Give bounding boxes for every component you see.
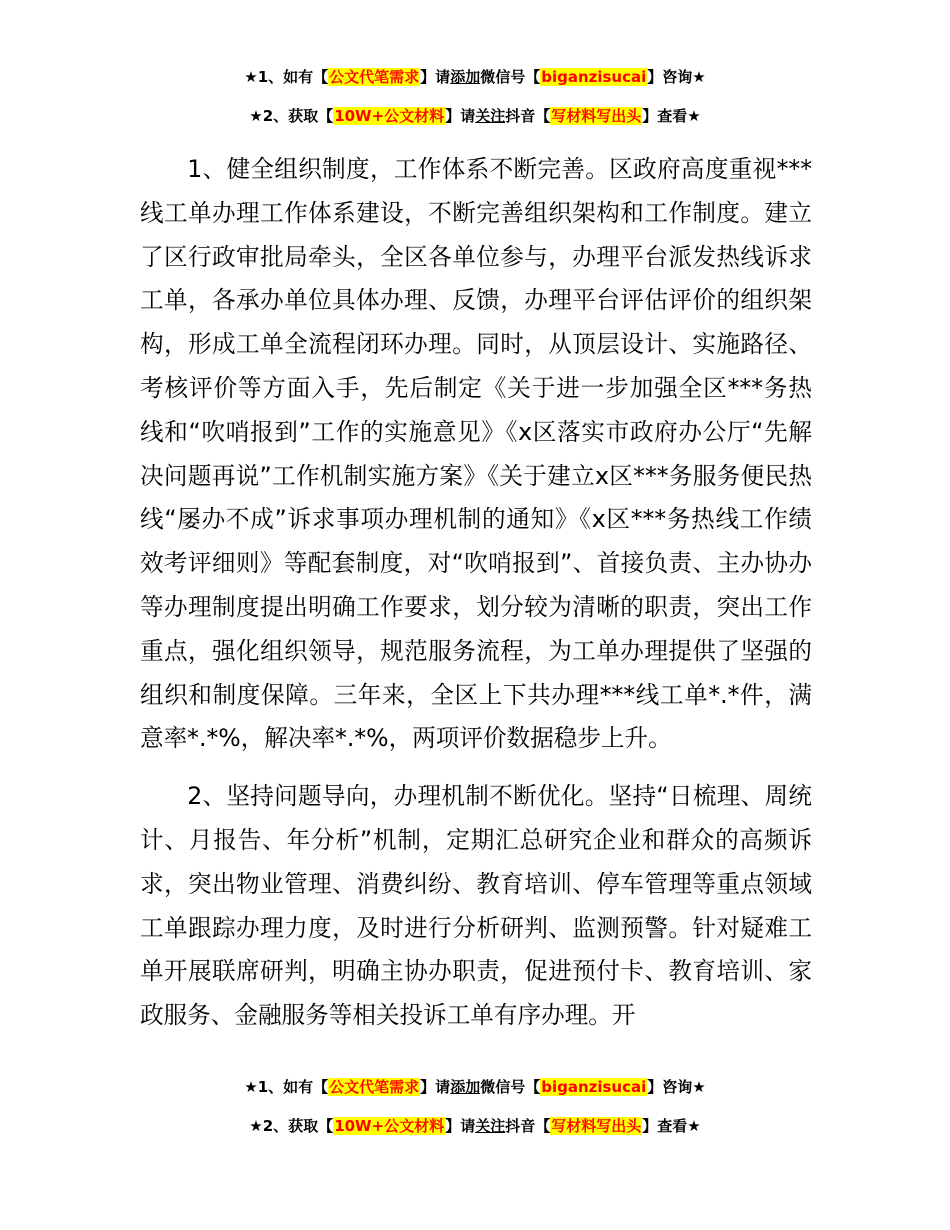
banner-highlight: 公文代笔需求 <box>329 1078 420 1096</box>
header-banner-line-2 <box>0 105 950 127</box>
banner-suffix: 】咨询★ <box>647 1078 706 1096</box>
banner-underlined: 关注 <box>475 107 506 125</box>
banner-highlight: 10W+公文材料 <box>334 1117 445 1135</box>
banner-text: 】请 <box>445 1117 476 1135</box>
banner-wechat-id: biganzisucai <box>541 68 647 86</box>
banner-suffix: 】咨询★ <box>647 68 706 86</box>
banner-douyin-id: 写材料写出头 <box>551 107 642 125</box>
banner-text: 抖音【 <box>505 1117 551 1135</box>
banner-underlined: 关注 <box>475 1117 506 1135</box>
banner-highlight: 公文代笔需求 <box>329 68 420 86</box>
banner-douyin-id: 写材料写出头 <box>551 1117 642 1135</box>
banner-text: 微信号【 <box>480 68 541 86</box>
banner-underlined: 添加 <box>450 68 481 86</box>
banner-suffix: 】查看★ <box>642 1117 701 1135</box>
banner-text: 】请 <box>420 1078 451 1096</box>
banner-text: 微信号【 <box>480 1078 541 1096</box>
document-body <box>140 148 812 1038</box>
banner-underlined: 添加 <box>450 1078 481 1096</box>
paragraph-2: 2、坚持问题导向，办理机制不断优化。坚持“日梳理、周统计、月报告、年分析”机制，定期汇总研究企业和群众的高频诉求，突出物业管理、消费纠纷、教育培训、停车管理等重点领域工单跟踪办理力度，及时进行分析研判、监测预警。针对疑难工单开展联席研判，明确主协办职责，促进预付卡、教育培训、家政服务、金融服务等相关投诉工单有序办理。开 <box>140 782 812 1030</box>
banner-text: 】请 <box>445 107 476 125</box>
footer-banner-line-1 <box>0 1076 950 1098</box>
header-banner-line-1 <box>0 66 950 88</box>
banner-prefix: ★1、如有【 <box>244 1078 329 1096</box>
banner-prefix: ★1、如有【 <box>244 68 329 86</box>
banner-wechat-id: biganzisucai <box>541 1078 647 1096</box>
footer-banner-line-2 <box>0 1115 950 1137</box>
banner-text: 】请 <box>420 68 451 86</box>
banner-prefix: ★2、获取【 <box>249 1117 334 1135</box>
banner-text: 抖音【 <box>505 107 551 125</box>
banner-prefix: ★2、获取【 <box>249 107 334 125</box>
paragraph-1: 1、健全组织制度，工作体系不断完善。区政府高度重视***线工单办理工作体系建设，不断完善组织架构和工作制度。建立了区行政审批局牵头，全区各单位参与，办理平台派发热线诉求工单，各承办单位具体办理、反馈，办理平台评估评价的组织架构，形成工单全流程闭环办理。同时，从顶层设计、实施路径、考核评价等方面入手，先后制定《关于进一步加强全区***务热线和“吹哨报到”工作的实施意见》《x区落实市政府办公厅“先解决问题再说”工作机制实施方案》《关于建立x区***务服务便民热线“屡办不成”诉求事项办理机制的通知》《x区***务热线工作绩效考评细则》等配套制度，对“吹哨报到”、首接负责、主办协办等办理制度提出明确工作要求，划分较为清晰的职责，突出工作重点，强化组织领导，规范服务流程，为工单办理提供了坚强的组织和制度保障。三年来，全区上下共办理***线工单*.*件，满意率*.*%，解决率*.*%，两项评价数据稳步上升。 <box>140 155 812 753</box>
banner-highlight: 10W+公文材料 <box>334 107 445 125</box>
banner-suffix: 】查看★ <box>642 107 701 125</box>
